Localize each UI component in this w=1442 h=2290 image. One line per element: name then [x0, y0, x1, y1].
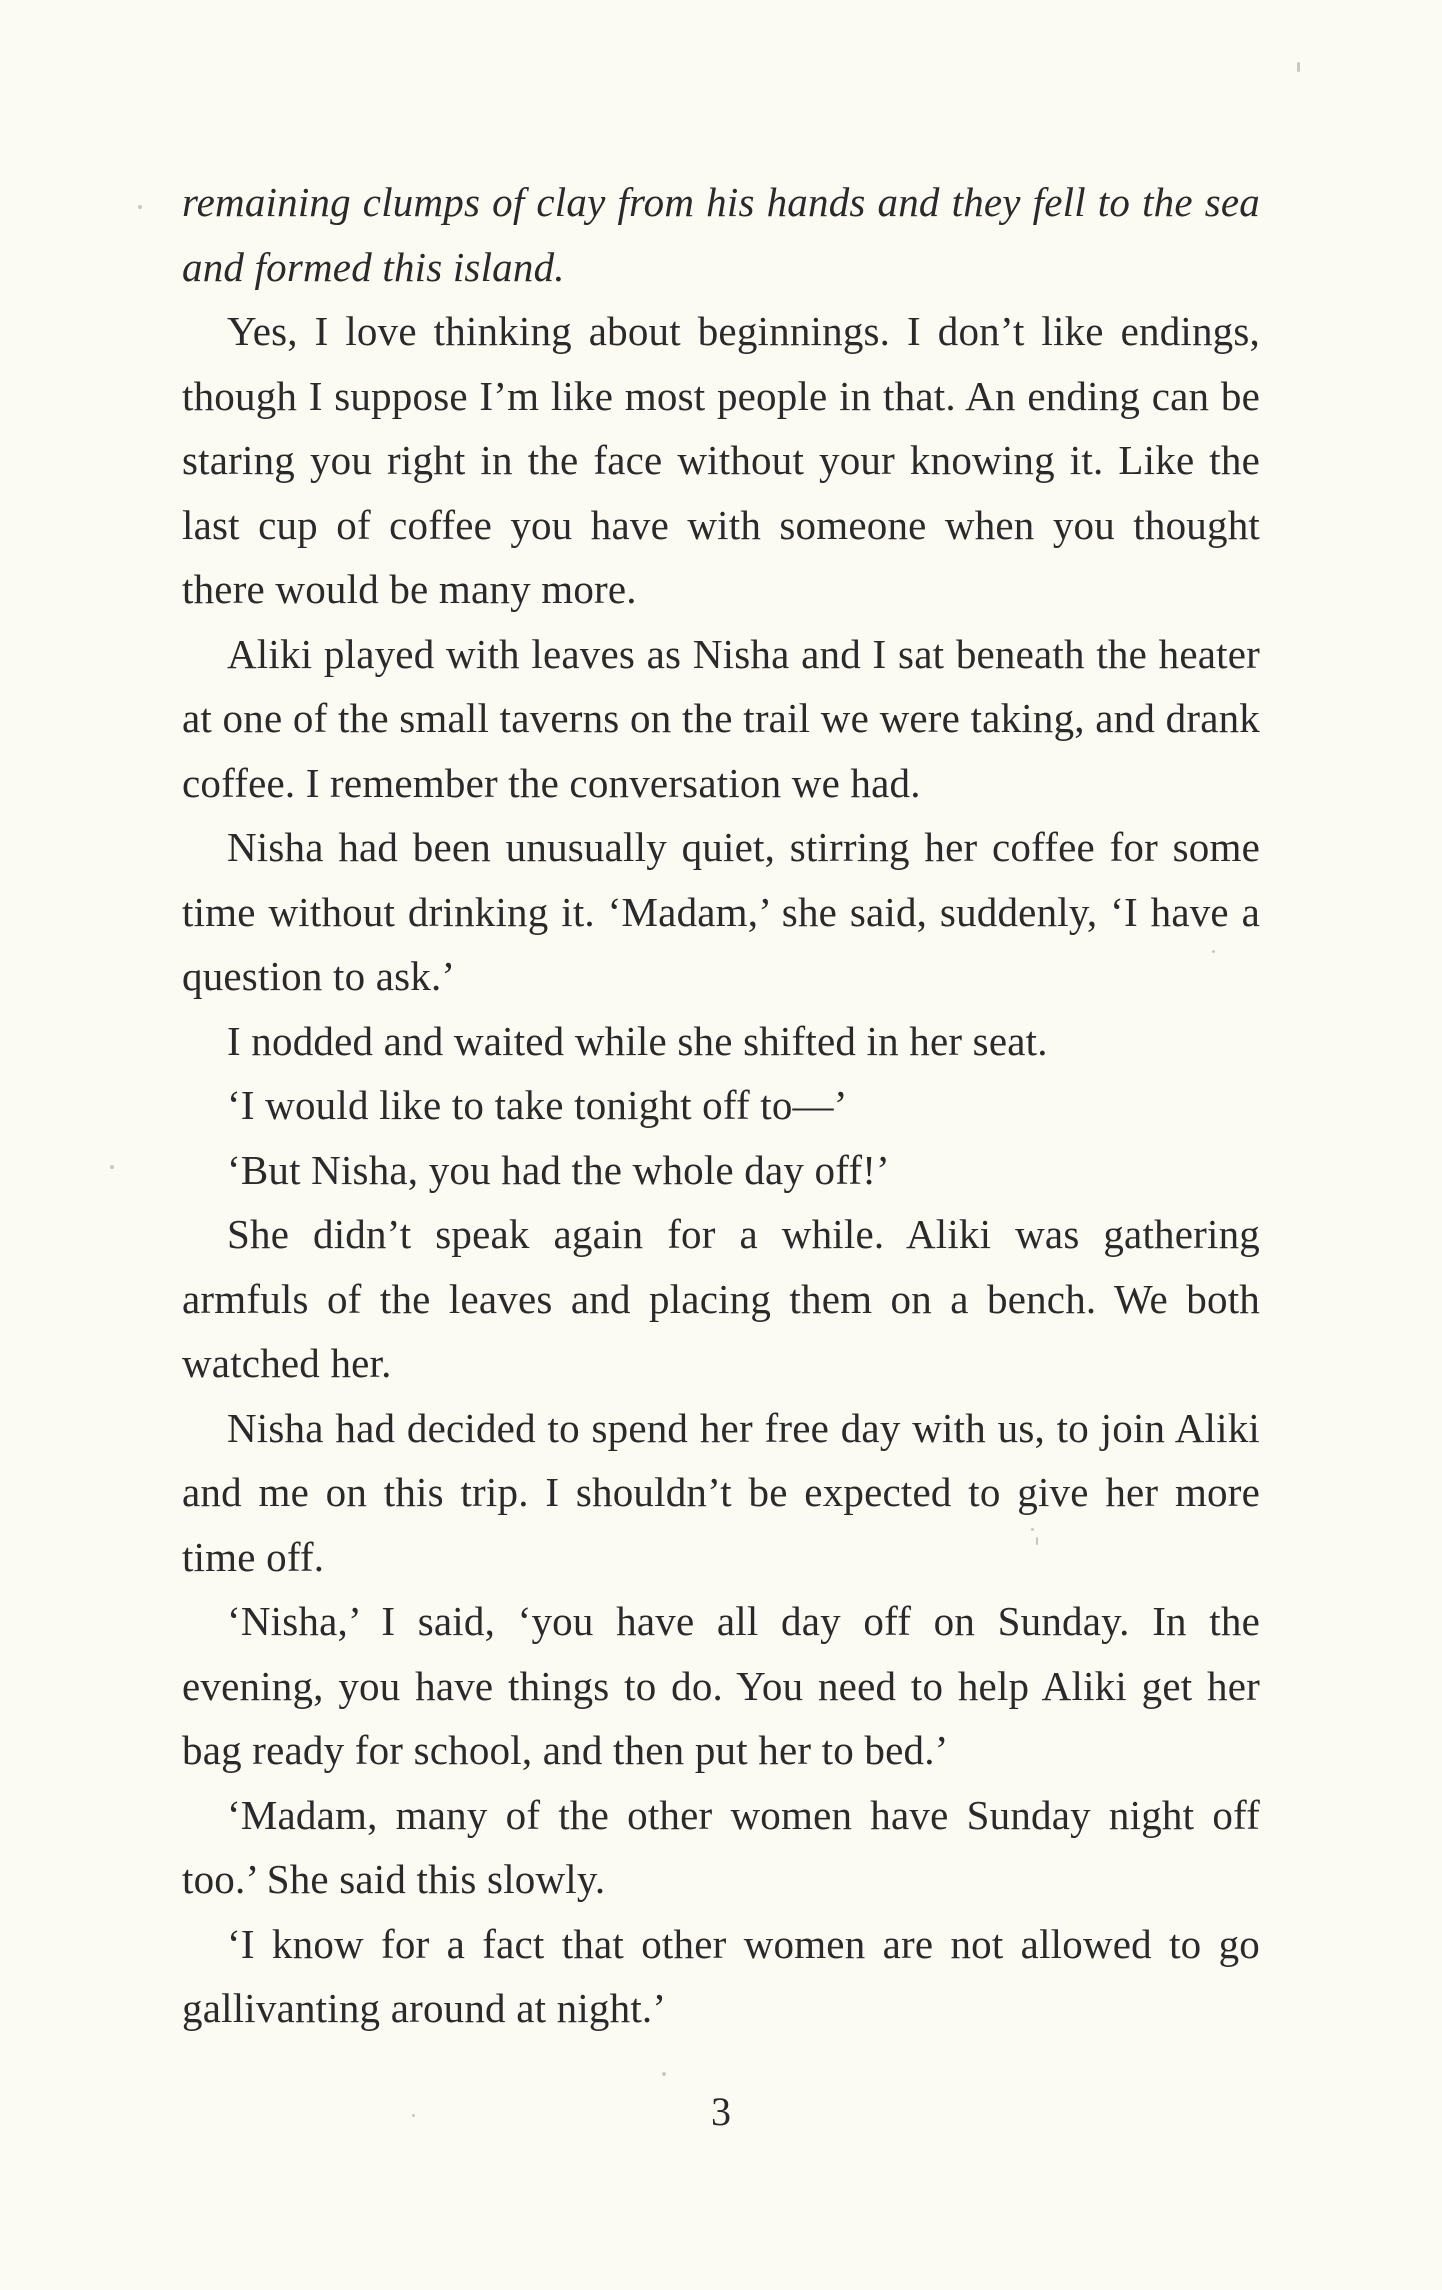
paragraph: Nisha had been unusually quiet, stirring her coffee for some time without drinking it. ‘Madam,’ she said, suddenly, ‘I have a question to ask.’	[182, 824, 1260, 999]
paragraph: ‘But Nisha, you had the whole day off!’	[227, 1146, 890, 1193]
paragraph: ‘Madam, many of the other women have Sunday night off too.’ She said this slowly.	[182, 1791, 1260, 1902]
paragraph: ‘Nisha,’ I said, ‘you have all day off on Sunday. In the evening, you have things to do. You need to help Aliki get her bag ready for school, and then put her to bed.’	[182, 1598, 1260, 1773]
paragraph: Nisha had decided to spend her free day with us, to join Aliki and me on this trip. I shouldn’t be expected to give her more time off.	[182, 1404, 1260, 1580]
paragraph: Aliki played with leaves as Nisha and I sat beneath the heater at one of the small taverns on the trail we were taking, and drank coffee. I remember the conversation we had.	[182, 630, 1260, 806]
body-text	[182, 170, 1260, 2041]
scan-speck	[138, 205, 142, 209]
paragraph: ‘I know for a fact that other women are not allowed to go gallivanting around at night.’	[182, 1920, 1260, 2031]
page-number: 3	[711, 2089, 731, 2134]
paragraph: She didn’t speak again for a while. Aliki was gathering armfuls of the leaves and placing them on a bench. We both watched her.	[182, 1211, 1260, 1386]
paragraph-continuation: remaining clumps of clay from his hands and they fell to the sea and formed this island.	[182, 179, 1260, 290]
scan-speck	[1212, 950, 1215, 953]
paragraph: ‘I would like to take tonight off to—’	[227, 1082, 848, 1128]
scan-speck	[662, 2072, 666, 2076]
scan-speck	[1036, 1537, 1038, 1545]
scan-speck	[1297, 62, 1300, 72]
scan-speck	[110, 1165, 114, 1169]
scan-speck	[412, 2114, 415, 2117]
paragraph: I nodded and waited while she shifted in her seat.	[227, 1017, 1048, 1064]
scan-speck	[1031, 1528, 1034, 1531]
paragraph: Yes, I love thinking about beginnings. I don’t like endings, though I suppose I’m like most people in that. An ending can be staring you right in the face without your knowing it. Like the last cup of coffee you have with someone when you thought there would be many more.	[182, 308, 1260, 612]
